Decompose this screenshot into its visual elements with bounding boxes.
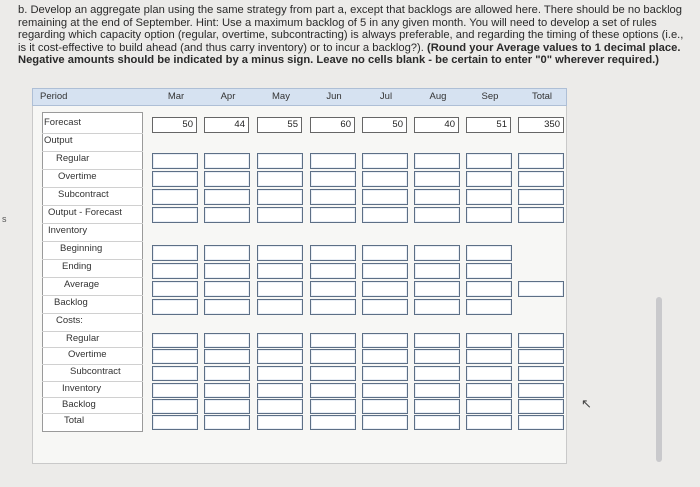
row-divider	[42, 277, 143, 278]
month-header-1: Apr	[220, 91, 236, 102]
row-label-beginning: Beginning	[60, 243, 103, 254]
inventory-input[interactable]	[466, 263, 512, 279]
inventory-input[interactable]	[414, 245, 460, 261]
row-label-regular: Regular	[56, 153, 90, 164]
inventory-input[interactable]	[414, 281, 460, 297]
cost-input[interactable]	[152, 399, 198, 414]
instructions-line-2: remaining at the end of September. Hint: Use a maximum backlog of 5 in any given month. You will need to develop a set of rules	[18, 16, 657, 29]
cost-input[interactable]	[310, 333, 356, 348]
output-input[interactable]	[152, 171, 198, 187]
row-divider	[42, 413, 143, 414]
cost-input[interactable]	[204, 333, 250, 348]
row-divider	[42, 205, 143, 206]
output-input[interactable]	[204, 207, 250, 223]
cost-input[interactable]	[152, 349, 198, 364]
row-label-cost-inventory: Inventory	[62, 383, 102, 394]
output-input[interactable]	[414, 189, 460, 205]
inventory-input[interactable]	[466, 245, 512, 261]
row-divider	[42, 397, 143, 398]
total-cost-input[interactable]	[518, 415, 564, 430]
row-divider	[42, 313, 143, 314]
row-divider	[42, 151, 143, 152]
forecast-value-6: 51	[466, 117, 511, 133]
inventory-input[interactable]	[310, 245, 356, 261]
cost-input[interactable]	[518, 366, 564, 381]
row-divider	[42, 347, 143, 348]
inventory-input[interactable]	[204, 299, 250, 315]
row-divider	[42, 381, 143, 382]
inventory-input[interactable]	[257, 263, 303, 279]
output-input[interactable]	[466, 189, 512, 205]
total-cost-input[interactable]	[466, 415, 512, 430]
forecast-value-3: 60	[310, 117, 355, 133]
output-input[interactable]	[518, 153, 564, 169]
forecast-value-4: 50	[362, 117, 407, 133]
inventory-input[interactable]	[204, 281, 250, 297]
output-input[interactable]	[362, 171, 408, 187]
output-input[interactable]	[152, 153, 198, 169]
month-header-4: Jul	[379, 91, 393, 102]
forecast-value-1: 44	[204, 117, 249, 133]
row-label-overtime: Overtime	[58, 171, 97, 182]
row-label-cost-backlog: Backlog	[62, 399, 96, 410]
output-input[interactable]	[204, 189, 250, 205]
output-input[interactable]	[466, 153, 512, 169]
output-input[interactable]	[518, 207, 564, 223]
instructions-line-4	[18, 42, 688, 55]
output-input[interactable]	[518, 171, 564, 187]
output-input[interactable]	[466, 171, 512, 187]
cost-input[interactable]	[204, 366, 250, 381]
cost-input[interactable]	[362, 333, 408, 348]
row-label-subcontract: Subcontract	[58, 189, 109, 200]
row-divider	[42, 295, 143, 296]
inventory-input[interactable]	[310, 263, 356, 279]
output-input[interactable]	[414, 171, 460, 187]
output-input[interactable]	[310, 189, 356, 205]
cost-input[interactable]	[362, 399, 408, 414]
cost-input[interactable]	[466, 399, 512, 414]
inventory-input[interactable]	[466, 299, 512, 315]
cost-input[interactable]	[152, 383, 198, 398]
rounding-note: (Round your Average values to 1 decimal place.	[426, 41, 681, 54]
inventory-input[interactable]	[152, 245, 198, 261]
month-header-0: Mar	[167, 91, 185, 102]
row-label-total: Total	[64, 415, 85, 426]
month-header-2: May	[272, 91, 290, 102]
cost-input[interactable]	[257, 383, 303, 398]
period-header: Period	[40, 91, 68, 102]
output-input[interactable]	[257, 189, 303, 205]
inventory-input[interactable]	[152, 281, 198, 297]
cost-input[interactable]	[362, 383, 408, 398]
output-input[interactable]	[310, 153, 356, 169]
row-divider	[42, 241, 143, 242]
negative-note: Negative amounts should be indicated by a minus sign. Leave no cells blank - be certain to enter "0" wherever required.)	[18, 54, 660, 67]
row-label-cost-overtime: Overtime	[68, 349, 107, 360]
cost-input[interactable]	[414, 399, 460, 414]
inventory-input[interactable]	[362, 299, 408, 315]
cost-input[interactable]	[362, 349, 408, 364]
row-label-forecast: Forecast	[44, 117, 81, 128]
inventory-input[interactable]	[362, 281, 408, 297]
output-input[interactable]	[310, 207, 356, 223]
cost-input[interactable]	[152, 333, 198, 348]
cost-input[interactable]	[518, 383, 564, 398]
cost-input[interactable]	[310, 349, 356, 364]
cost-input[interactable]	[204, 349, 250, 364]
total-cost-input[interactable]	[204, 415, 250, 430]
output-input[interactable]	[204, 171, 250, 187]
row-divider	[42, 331, 143, 332]
total-cost-input[interactable]	[414, 415, 460, 430]
cost-input[interactable]	[310, 366, 356, 381]
inventory-input[interactable]	[257, 245, 303, 261]
output-input[interactable]	[257, 171, 303, 187]
instructions-line-1: b. Develop an aggregate plan using the same strategy from part a, except that backlogs are allowed here. There should be no backlog	[18, 4, 682, 16]
cost-input[interactable]	[414, 349, 460, 364]
output-input[interactable]	[310, 171, 356, 187]
inventory-input[interactable]	[152, 299, 198, 315]
cost-input[interactable]	[310, 399, 356, 414]
cost-input[interactable]	[362, 366, 408, 381]
instructions-line-5	[18, 54, 688, 67]
left-edge-mark: s	[2, 214, 7, 224]
output-input[interactable]	[152, 189, 198, 205]
cost-input[interactable]	[204, 383, 250, 398]
inventory-input[interactable]	[362, 263, 408, 279]
output-input[interactable]	[362, 189, 408, 205]
inventory-input[interactable]	[310, 281, 356, 297]
row-label-inventory: Inventory	[48, 225, 88, 236]
month-header-6: Sep	[481, 91, 499, 102]
row-label-costs: Costs:	[56, 315, 83, 326]
output-input[interactable]	[414, 153, 460, 169]
cost-input[interactable]	[466, 349, 512, 364]
cost-input[interactable]	[257, 366, 303, 381]
month-header-3: Jun	[326, 91, 342, 102]
cost-input[interactable]	[310, 383, 356, 398]
total-cost-input[interactable]	[152, 415, 198, 430]
mouse-cursor-icon: ↖	[581, 396, 592, 411]
row-divider	[42, 187, 143, 188]
row-label-backlog: Backlog	[54, 297, 88, 308]
row-divider	[42, 133, 143, 134]
cost-input[interactable]	[257, 399, 303, 414]
forecast-value-0: 50	[152, 117, 197, 133]
inventory-input[interactable]	[257, 299, 303, 315]
forecast-value-5: 40	[414, 117, 459, 133]
row-divider	[42, 223, 143, 224]
inventory-input[interactable]	[414, 263, 460, 279]
scrollbar[interactable]	[656, 297, 662, 462]
inventory-input[interactable]	[204, 245, 250, 261]
row-label-cost-subcontract: Subcontract	[70, 366, 121, 377]
row-divider	[42, 259, 143, 260]
instructions-text	[18, 4, 688, 67]
cost-input[interactable]	[518, 399, 564, 414]
forecast-value-7: 350	[518, 117, 564, 133]
row-label-ending: Ending	[62, 261, 92, 272]
output-input[interactable]	[362, 207, 408, 223]
output-input[interactable]	[257, 207, 303, 223]
cost-input[interactable]	[466, 366, 512, 381]
cost-input[interactable]	[518, 349, 564, 364]
cost-input[interactable]	[466, 383, 512, 398]
row-label-average: Average	[64, 279, 100, 290]
cost-input[interactable]	[466, 333, 512, 348]
cost-input[interactable]	[204, 399, 250, 414]
cost-input[interactable]	[152, 366, 198, 381]
month-header-7: Total	[531, 91, 553, 102]
output-input[interactable]	[414, 207, 460, 223]
total-cost-input[interactable]	[362, 415, 408, 430]
output-input[interactable]	[257, 153, 303, 169]
output-input[interactable]	[152, 207, 198, 223]
month-header-5: Aug	[429, 91, 447, 102]
inventory-input[interactable]	[257, 281, 303, 297]
cost-input[interactable]	[257, 349, 303, 364]
output-input[interactable]	[362, 153, 408, 169]
instructions-line-4a: is it cost-effective to build ahead (and thus carry inventory) or to incur a backlog?).	[18, 41, 427, 54]
inventory-input[interactable]	[204, 263, 250, 279]
row-label-output: Output	[44, 135, 73, 146]
total-cost-input[interactable]	[310, 415, 356, 430]
cost-input[interactable]	[414, 383, 460, 398]
instructions-line-3: regarding which capacity option (regular, overtime, subcontracting) is always preferable, and regarding the timing of these options (i.e.,	[18, 29, 684, 42]
row-label-output-forecast: Output - Forecast	[48, 207, 122, 218]
forecast-value-2: 55	[257, 117, 302, 133]
output-input[interactable]	[466, 207, 512, 223]
inventory-input[interactable]	[152, 263, 198, 279]
inventory-input[interactable]	[362, 245, 408, 261]
inventory-input[interactable]	[466, 281, 512, 297]
cost-input[interactable]	[414, 333, 460, 348]
inventory-input[interactable]	[414, 299, 460, 315]
total-cost-input[interactable]	[257, 415, 303, 430]
row-divider	[42, 364, 143, 365]
cost-input[interactable]	[518, 333, 564, 348]
inventory-input[interactable]	[310, 299, 356, 315]
inventory-total-input[interactable]	[518, 281, 564, 297]
cost-input[interactable]	[257, 333, 303, 348]
output-input[interactable]	[204, 153, 250, 169]
output-input[interactable]	[518, 189, 564, 205]
row-label-cost-regular: Regular	[66, 333, 100, 344]
row-divider	[42, 169, 143, 170]
cost-input[interactable]	[414, 366, 460, 381]
